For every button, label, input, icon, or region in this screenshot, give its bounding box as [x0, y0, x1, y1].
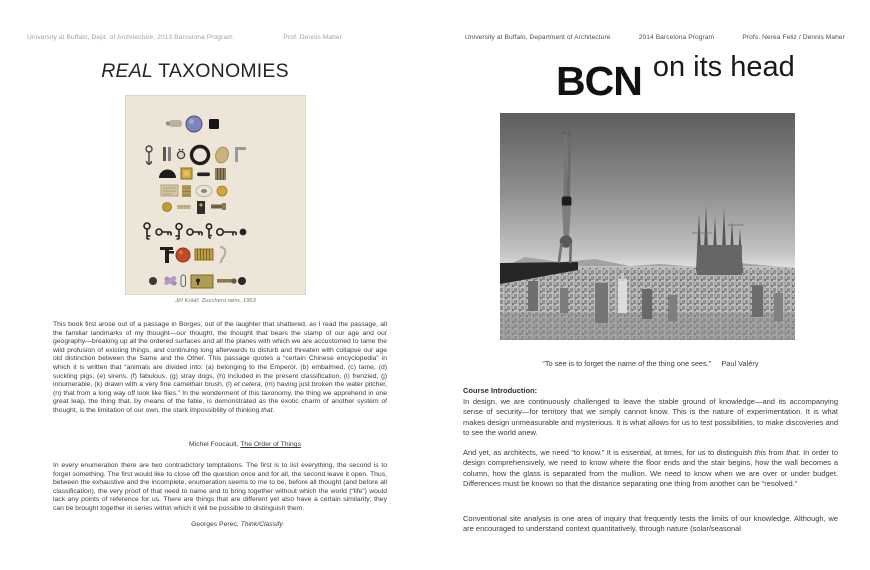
diver-photo-svg [500, 113, 795, 340]
left-page-header [27, 34, 342, 41]
intro-paragraph-3: Conventional site analysis is one area of inquiry that frequently tests the limits of our knowledge. Although, we are encouraged to understand context quantitatively, through nature (solar/seasonal [463, 514, 838, 534]
taxonomy-artwork-svg [125, 95, 306, 295]
right-page-header [465, 34, 845, 41]
quote-author: Paul Valéry [721, 359, 759, 368]
left-title-italic: REAL [101, 60, 153, 82]
left-page-title [27, 60, 363, 83]
artwork-caption: Jiří Kolář, Zucchero nero, 1963 [175, 298, 256, 304]
left-title-rest: TAXONOMIES [152, 60, 289, 82]
foucault-attribution: Michel Foucault, The Order of Things [189, 441, 301, 448]
intro-paragraph-2: And yet, as architects, we need “to know.” It is essential, at times, for us to distinguish this from that. In order to design comprehensively, we need to know where the floor ends and the stair begins, how the wall becomes a column, how the glass is separated from the mullion. We need to know when we are over or under budget. Differences must be known so that the distance separating one thing from another can be “resolved.” [463, 448, 838, 489]
intro-paragraph-1: In design, we are continuously challenged to leave the stable ground of knowledge—and its accompanying sense of security—for territory that we simply cannot know. This is the nature of experimentation. It is what makes design unmeasurable and mysterious. It is what allows for us to test possibilities, to make discoveries and to see the world anew. [463, 397, 838, 438]
right-header-program: 2014 Barcelona Program [638, 34, 715, 41]
left-header-course: University at Buffalo, Dept. of Architecture, 2013 Barcelona Program [27, 34, 233, 41]
title-on-its-head: on its head [652, 51, 795, 83]
perec-attribution: Georges Perec, Think/Classify [191, 521, 283, 528]
quote-text: “To see is to forget the name of the thing one sees.” [542, 359, 712, 368]
perec-excerpt: In every enumeration there are two contradictory temptations. The first is to list everything, the second is to forget something. The first would like to close off the question once and for all, the second leave it open. Thus, between the exhaustive and the incomplete, enumeration seems to me to be, before all thought (and before all classification), the very proof of that need to name and to bring together without which the world (“life”) would lack any points of reference for us. There are things that are different yet also have a certain similarity; they can be brought together in series within which it will be possible to distinguish them. [53, 462, 387, 512]
right-header-professors: Profs. Nerea Feliz / Dennis Maher [742, 34, 845, 41]
left-header-professor: Prof. Dennis Maher [283, 34, 342, 41]
right-page-title [556, 50, 795, 102]
taxonomy-artwork-image [125, 95, 306, 295]
foucault-excerpt: This book first arose out of a passage in Borges, out of the laughter that shattered, as I read the passage, all the familiar landmarks of my thought—our thought, the thought that bears the stamp of our age and our geography—breaking up all the ordered surfaces and all the planes with which we are accustomed to tame the wild profusion of existing things, and continuing long afterwards to disturb and threaten with collapse our age old distinction between the Same and the Other. This passage quotes a “certain Chinese encyclopedia” in which it is written that “animals are divided into: (a) belonging to the Emperor, (b) embalmed, (c) tame, (d) suckling pigs, (e) sirens, (f) fabulous, (g) stray dogs, (h) included in the present classification, (i) frenzied, (j) innumerable, (k) drawn with a very fine camelhair brush, (l) et cetera, (m) having just broken the water pitcher, (n) that from a long way off look like flies.” In the wonderment of this taxonomy, the thing we apprehend in one great leap, the thing that, by means of the fable, is demonstrated as the exotic charm of another system of thought, is the limitation of our own, the stark impossibility of thinking that. [53, 321, 387, 414]
right-header-school: University at Buffalo, Department of Architecture [465, 34, 611, 41]
title-bcn: BCN [556, 58, 642, 104]
valery-quote [463, 359, 838, 368]
course-introduction-heading: Course Introduction: [463, 386, 538, 395]
diver-barcelona-photo [500, 113, 795, 340]
